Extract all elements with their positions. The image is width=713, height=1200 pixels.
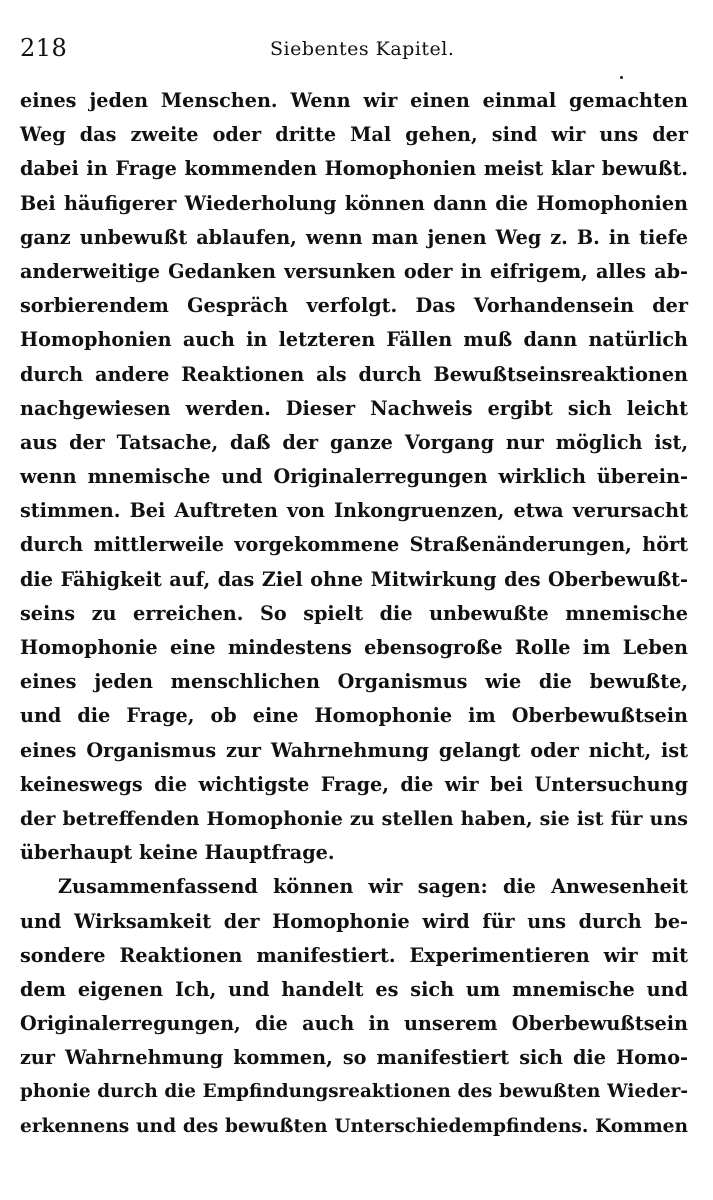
text-line: und die Frage, ob eine Homophonie im Oberbewußtsein (20, 704, 688, 728)
text-line: sorbierendem Gespräch verfolgt. Das Vorhandensein der (20, 294, 688, 318)
text-line: Originalerregungen, die auch in unserem Oberbewußtsein (20, 1012, 688, 1036)
text-line: Weg das zweite oder dritte Mal gehen, sind wir uns der (20, 123, 688, 147)
text-line: eines jeden Menschen. Wenn wir einen einmal gemachten (20, 89, 688, 112)
page-number: 218 (20, 34, 68, 62)
body-text (20, 84, 688, 1144)
text-line: durch mittlerweile vorgekommene Straßenänderungen, hört (20, 533, 688, 557)
text-line: zur Wahrnehmung kommen, so manifestiert sich die Homo- (20, 1046, 688, 1070)
text-line: die Fähigkeit auf, das Ziel ohne Mitwirkung des Oberbewußt- (20, 567, 688, 591)
running-head: Siebentes Kapitel. (270, 38, 455, 60)
paragraph-1 (20, 84, 688, 870)
text-line: der betreffenden Homophonie zu stellen haben, sie ist für uns (20, 807, 688, 830)
text-line: durch andere Reaktionen als durch Bewußtseinsreaktionen (20, 362, 688, 386)
print-speck (620, 76, 623, 79)
text-line: erkennens und des bewußten Unterschiedempfindens. Kommen (20, 1115, 688, 1137)
text-line: anderweitige Gedanken versunken oder in eifrigem, alles ab- (20, 259, 688, 283)
text-line: wenn mnemische und Originalerregungen wirklich überein- (20, 465, 688, 489)
text-line: phonie durch die Empfindungsreaktionen des bewußten Wieder- (20, 1081, 688, 1103)
text-line: eines Organismus zur Wahrnehmung gelangt oder nicht, ist (20, 738, 688, 762)
text-line: nachgewiesen werden. Dieser Nachweis ergibt sich leicht (20, 396, 688, 420)
text-line: Homophonien auch in letzteren Fällen muß dann natürlich (20, 328, 688, 352)
text-line: aus der Tatsache, daß der ganze Vorgang nur möglich ist, (20, 430, 688, 454)
text-line: ganz unbewußt ablaufen, wenn man jenen Weg z. B. in tiefe (20, 225, 688, 249)
text-line: stimmen. Bei Auftreten von Inkongruenzen, etwa verursacht (20, 499, 688, 523)
page-header (20, 34, 693, 64)
text-line: dabei in Frage kommenden Homophonien meist klar bewußt. (20, 157, 688, 181)
text-line: Bei häufigerer Wiederholung können dann die Homophonien (20, 191, 688, 215)
text-line: Zusammenfassend können wir sagen: die Anwesenheit (58, 875, 688, 899)
text-line: seins zu erreichen. So spielt die unbewußte mnemische (20, 601, 688, 625)
text-line: überhaupt keine Hauptfrage. (20, 841, 335, 865)
text-line: und Wirksamkeit der Homophonie wird für uns durch be- (20, 909, 688, 933)
text-line: eines jeden menschlichen Organismus wie die bewußte, (20, 670, 688, 694)
text-line: dem eigenen Ich, und handelt es sich um mnemische und (20, 977, 688, 1001)
text-line: Homophonie eine mindestens ebensogroße Rolle im Leben (20, 636, 688, 659)
text-line: keineswegs die wichtigste Frage, die wir bei Untersuchung (20, 772, 688, 796)
paragraph-2 (20, 870, 688, 1144)
text-line: sondere Reaktionen manifestiert. Experimentieren wir mit (20, 943, 688, 967)
